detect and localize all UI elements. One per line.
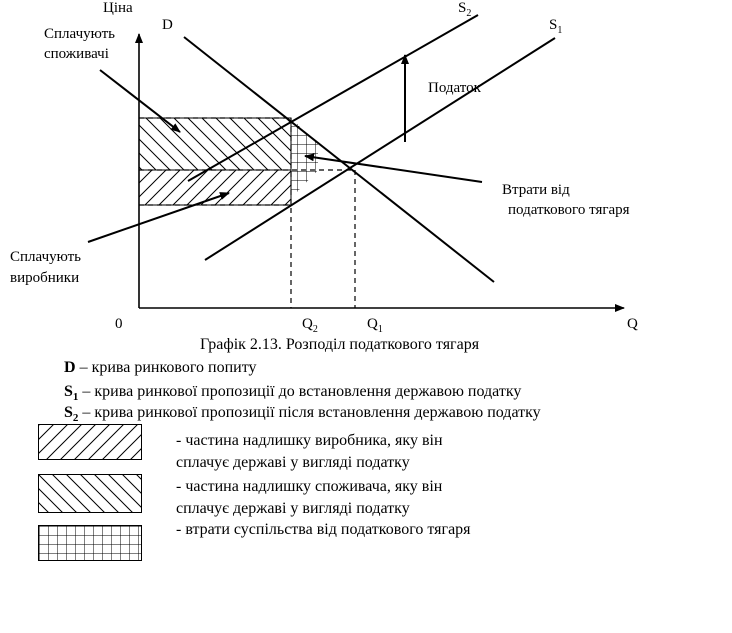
loss-label: Втрати від податкового тягаря (502, 182, 630, 218)
producer-share-description: - частина надлишку виробника, яку він сплачує державі у вигляді податку (176, 432, 443, 471)
figure-caption: Графік 2.13. Розподіл податкового тягаря (200, 336, 480, 353)
supply-curve-s2 (188, 15, 478, 181)
definition-demand: D – крива ринкового попиту (64, 359, 257, 376)
definition-s1: $S_1$ – крива ринкової пропозиції до встановлення державою податку (64, 383, 522, 404)
consumer-share-description: - частина надлишку споживача, яку він сплачує державі у вигляді податку (176, 478, 443, 517)
consumer-tax-area (139, 118, 291, 170)
tax-label: Податок (428, 80, 481, 96)
social-loss-swatch (38, 525, 142, 561)
y-axis-label: Ціна (103, 0, 133, 16)
producer-share-swatch (38, 424, 142, 460)
loss-arrow (305, 156, 482, 182)
x-axis-label: Q (627, 316, 638, 332)
consumer-share-swatch (38, 474, 142, 513)
social-loss-description: - втрати суспільства від податкового тягаря (176, 521, 471, 538)
q1-label: $Q_1$ (367, 316, 383, 335)
s2-label: $S_2$ (458, 0, 472, 19)
consumers-pay-label: Сплачують споживачі (44, 26, 116, 62)
producer-tax-area (139, 170, 291, 205)
origin-label: 0 (115, 316, 123, 332)
s1-label: $S_1$ (549, 17, 563, 36)
demand-label: D (162, 17, 173, 33)
producers-pay-label: Сплачують виробники (10, 249, 82, 286)
definition-s2: $S_2$ – крива ринкової пропозиції після встановлення державою податку (64, 404, 541, 425)
q2-label: $Q_2$ (302, 316, 318, 335)
